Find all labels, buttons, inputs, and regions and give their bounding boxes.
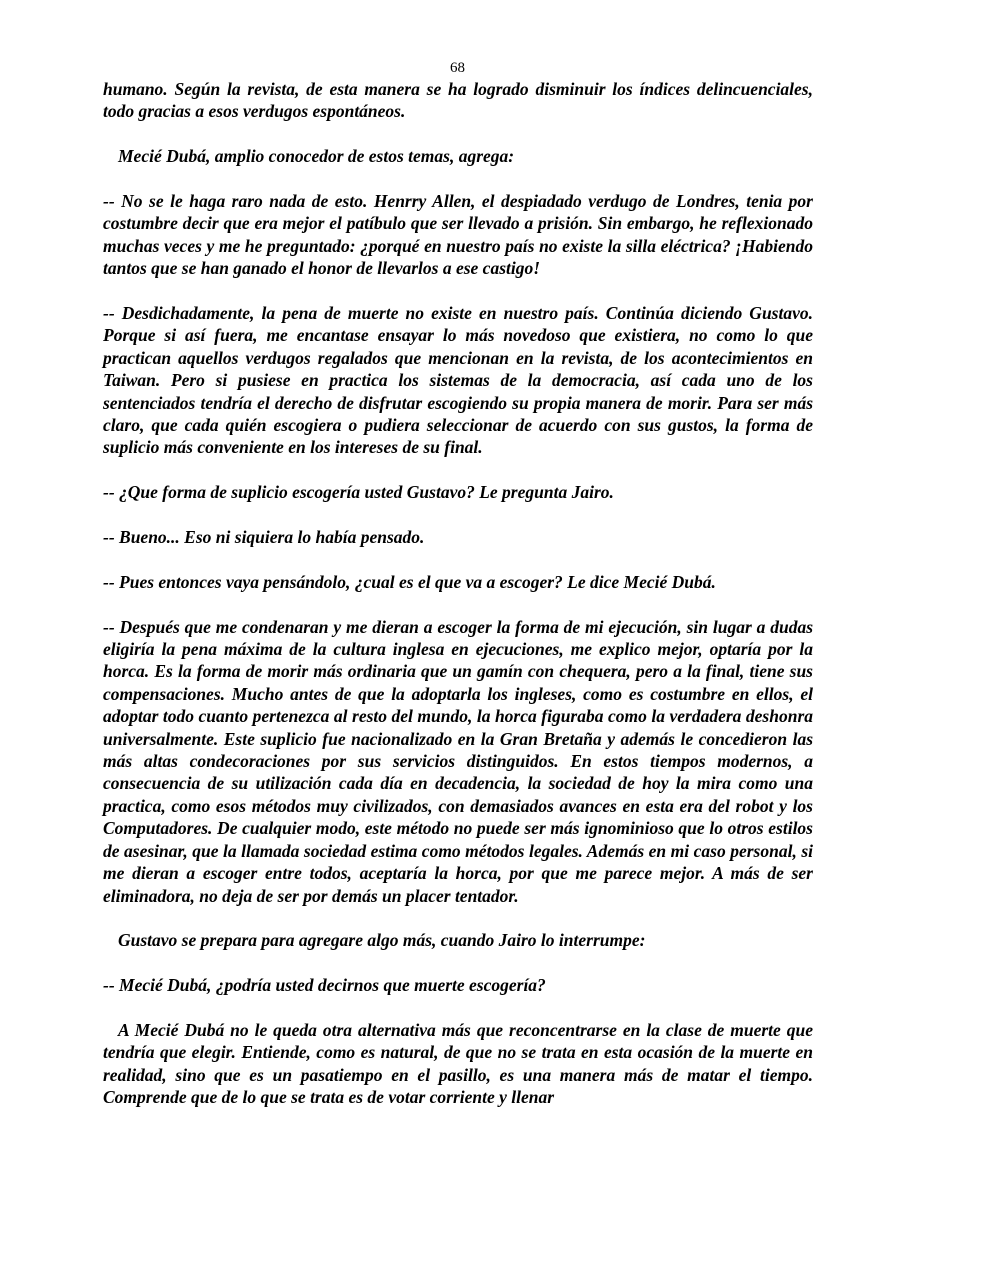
page-number: 68 <box>450 60 465 76</box>
paragraph: humano. Según la revista, de esta manera se ha logrado disminuir los índices delincuenciales, todo gracias a esos verdugos espontáneos. <box>103 79 813 122</box>
dialogue-paragraph: -- Mecié Dubá, ¿podría usted decirnos que muerte escogería? <box>103 975 546 996</box>
paragraph: A Mecié Dubá no le queda otra alternativa más que reconcentrarse en la clase de muerte que tendría que elegir. Entiende, como es natural, de que no se trata en esta ocasión de la muerte en realidad, sino que es un pasatiempo en el pasillo, es una manera más de matar el tiempo. Comprende que de lo que se trata es de votar corriente y llenar <box>103 1019 813 1108</box>
dialogue-paragraph: -- ¿Que forma de suplicio escogería usted Gustavo? Le pregunta Jairo. <box>103 482 614 503</box>
dialogue-paragraph: -- Pues entonces vaya pensándolo, ¿cual es el que va a escoger? Le dice Mecié Dubá. <box>103 571 716 592</box>
dialogue-paragraph: -- Desdichadamente, la pena de muerte no existe en nuestro país. Continúa diciendo Gustavo. Porque si así fuera, me encantase ensayar lo más novedoso que existiera, no como lo que practican aquellos verdugos regalados que mencionan en la revista, de los acontecimientos en Taiwan. Pero si pusiese en practica los sistemas de la democracia, así cada uno de los sentenciados tendría el derecho de disfrutar escogiendo su propia manera de morir. Para ser más claro, que cada quién escogiera o pudiera seleccionar de acuerdo con sus gustos, la forma de suplicio más conveniente en los intereses de su final. <box>103 303 813 458</box>
dialogue-paragraph: -- No se le haga raro nada de esto. Henrry Allen, el despiadado verdugo de Londres, tenia por costumbre decir que era mejor el patíbulo que ser llevado a prisión. Sin embargo, he reflexionado muchas veces y me he preguntado: ¿porqué en nuestro país no existe la silla eléctrica? ¡Habiendo tantos que se han ganado el honor de llevarlos a ese castigo! <box>103 191 813 279</box>
dialogue-paragraph: -- Bueno... Eso ni siquiera lo había pensado. <box>103 527 425 548</box>
page-body <box>103 78 813 1109</box>
paragraph: Gustavo se prepara para agregare algo más, cuando Jairo lo interrumpe: <box>118 930 646 951</box>
dialogue-paragraph: -- Después que me condenaran y me dieran a escoger la forma de mi ejecución, sin lugar a dudas eligiría la pena máxima de la cultura inglesa en ejecuciones, me explico mejor, optaría por la horca. Es la forma de morir más ordinaria que un gamín con chequera, pero a la final, tiene sus compensaciones. Mucho antes de que la adoptarla los ingleses, como es costumbre en ellos, el adoptar todo cuanto pertenezca al resto del mundo, la horca figuraba como la verdadera deshonra universalmente. Este suplicio fue nacionalizado en la Gran Bretaña y además le concedieron las más altas condecoraciones por sus servicios distinguidos. En estos tiempos modernos, a consecuencia de su utilización cada día en decadencia, la sociedad de hoy la mira como una practica, como esos métodos muy civilizados, con demasiados avances en esta era del robot y los Computadores. De cualquier modo, este método no puede ser más ignominioso que lo otros estilos de asesinar, que la llamada sociedad estima como métodos legales. Además en mi caso personal, si me dieran a escoger entre todos, aceptaría la horca, por que me parece mejor. A más de ser eliminadora, no deja de ser por demás un placer tentador. <box>103 616 813 906</box>
paragraph: Mecié Dubá, amplio conocedor de estos temas, agrega: <box>118 146 515 167</box>
